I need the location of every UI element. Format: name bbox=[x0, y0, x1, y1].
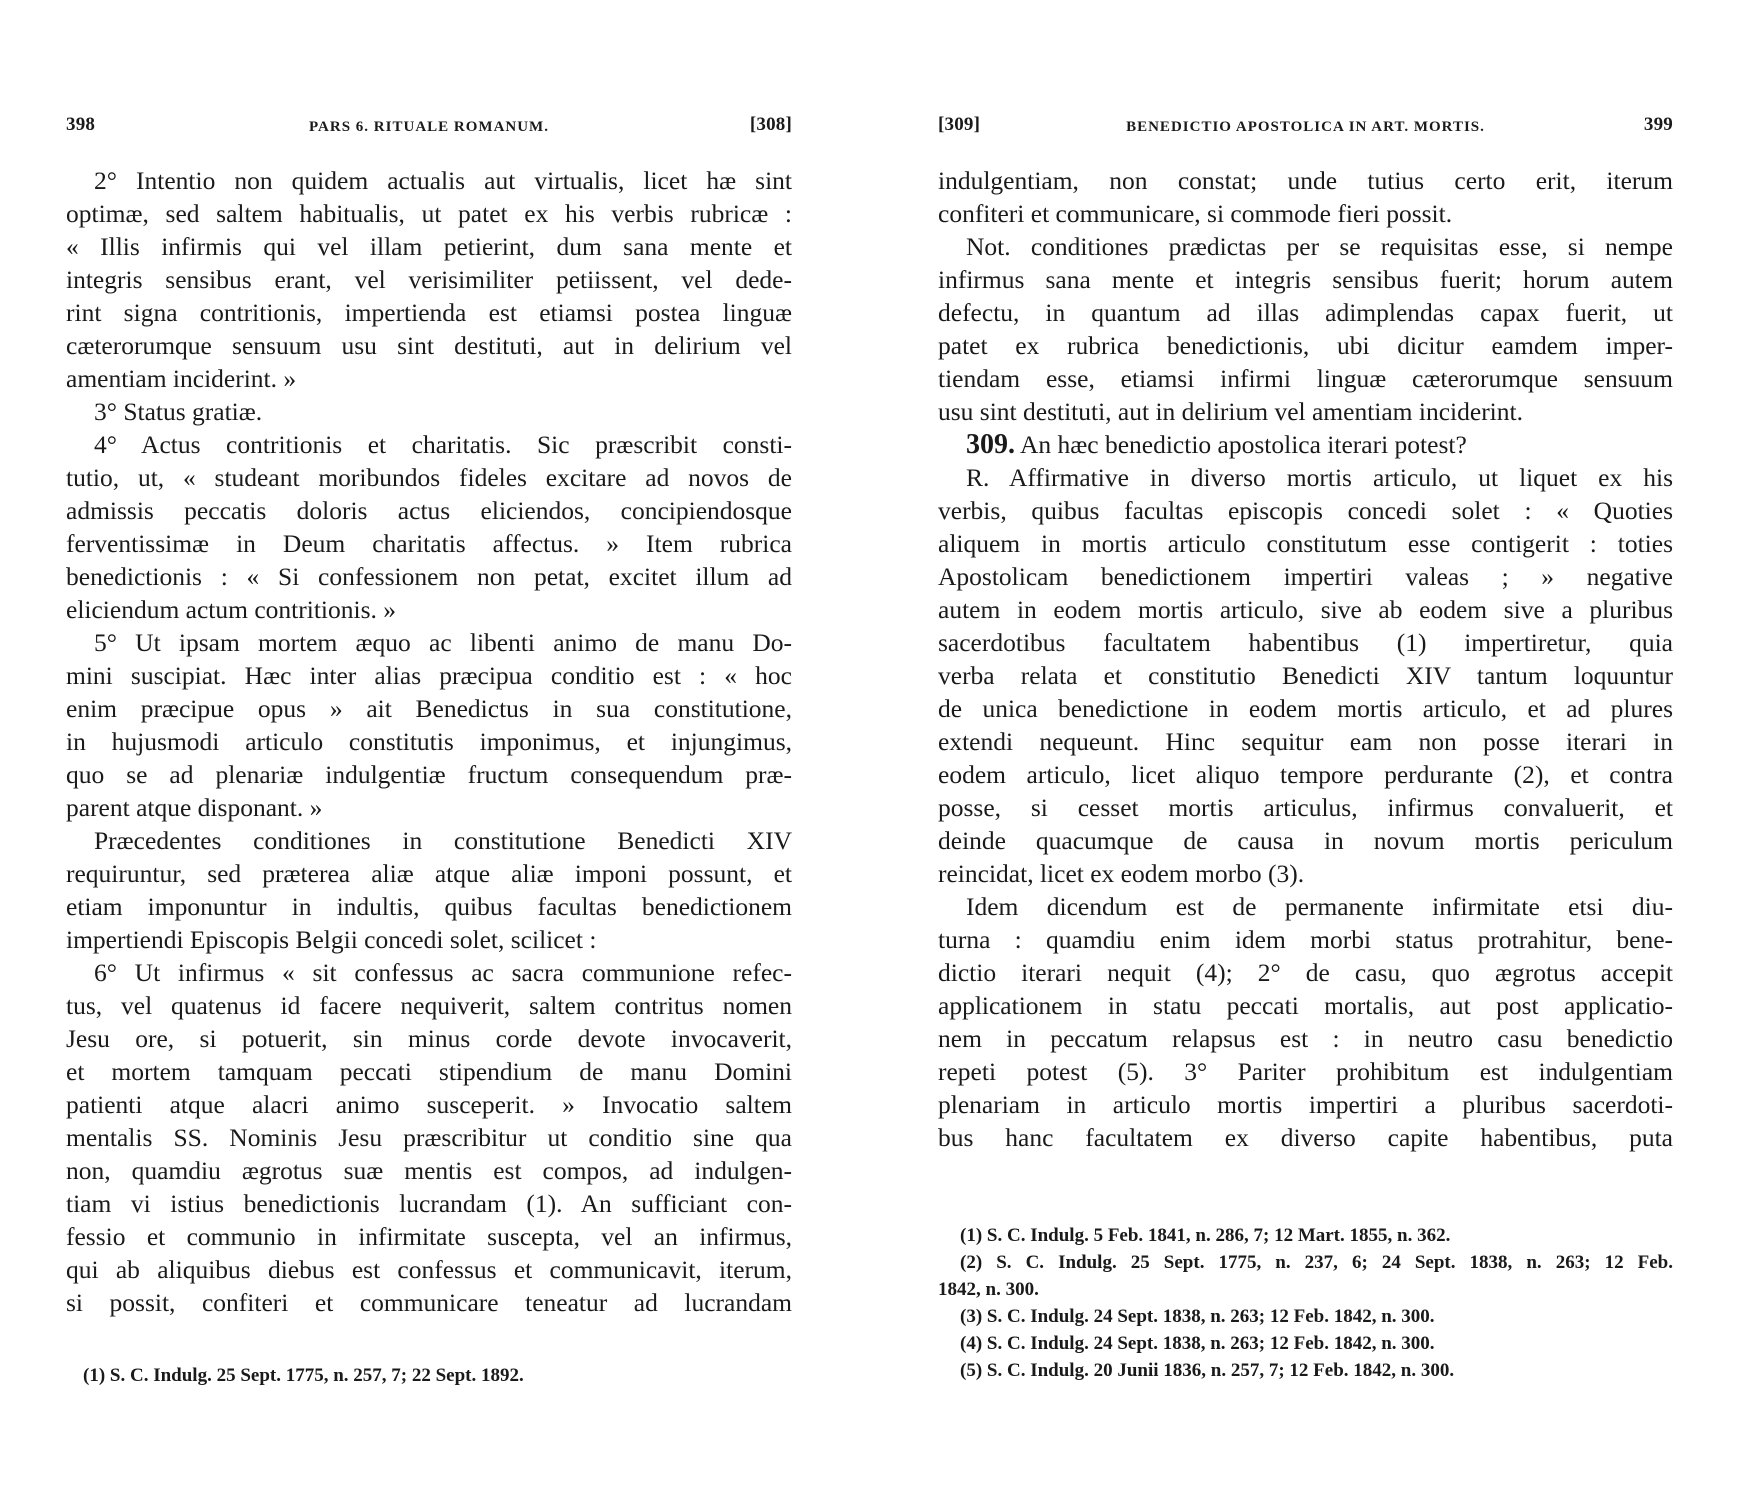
right-page-header bbox=[938, 114, 1673, 140]
text-line: indulgentiam, non constat; unde tutius certo erit, iterum bbox=[938, 166, 1673, 195]
text-line: benedictionis : « Si confessionem non petat, excitet illum ad bbox=[66, 562, 792, 591]
text-line: confiteri et communicare, si commode fieri possit. bbox=[938, 199, 1453, 228]
text-line: 6° Ut infirmus « sit confessus ac sacra communione refec- bbox=[94, 958, 792, 987]
text-line: R. Affirmative in diverso mortis articulo, ut liquet ex his bbox=[966, 463, 1673, 492]
text-line: Not. conditiones prædictas per se requisitas esse, si nempe bbox=[966, 232, 1673, 261]
page-number: 399 bbox=[1643, 114, 1673, 135]
text-line: in hujusmodi articulo constitutis imponimus, et injungimus, bbox=[66, 727, 792, 756]
text-line: impertiendi Episcopis Belgii concedi solet, scilicet : bbox=[66, 925, 597, 954]
right-page-body bbox=[938, 164, 1673, 1154]
text-line: de unica benedictione in eodem mortis articulo, et ad plures bbox=[938, 694, 1673, 723]
text-line: patienti atque alacri animo susceperit. » Invocatio saltem bbox=[66, 1090, 792, 1119]
footnote: (1) S. C. Indulg. 5 Feb. 1841, n. 286, 7; 12 Mart. 1855, n. 362. bbox=[960, 1225, 1451, 1246]
text-line: 2° Intentio non quidem actualis aut virtualis, licet hæ sint bbox=[94, 166, 792, 195]
text-line: extendi nequeunt. Hinc sequitur eam non posse iterari in bbox=[938, 727, 1673, 756]
text-line: ferventissimæ in Deum charitatis affectus. » Item rubrica bbox=[66, 529, 792, 558]
text-line: deinde quacumque de causa in novum mortis periculum bbox=[938, 826, 1673, 855]
text-line: dictio iterari nequit (4); 2° de casu, quo ægrotus accepit bbox=[938, 958, 1673, 987]
footnote: (5) S. C. Indulg. 20 Junii 1836, n. 257, 7; 12 Feb. 1842, n. 300. bbox=[960, 1360, 1455, 1381]
text-line: tutio, ut, « studeant moribundos fideles excitare ad novos de bbox=[66, 463, 792, 492]
text-line: admissis peccatis doloris actus eliciendos, concipiendosque bbox=[66, 496, 792, 525]
left-footnotes bbox=[66, 1362, 792, 1389]
text-line: posse, si cesset mortis articulus, infirmus convaluerit, et bbox=[938, 793, 1673, 822]
text-line: tiam vi istius benedictionis lucrandam (1). An sufficiant con- bbox=[66, 1189, 792, 1218]
text-line: repeti potest (5). 3° Pariter prohibitum est indulgentiam bbox=[938, 1057, 1673, 1086]
text-line: etiam imponuntur in indultis, quibus facultas benedictionem bbox=[66, 892, 792, 921]
text-line: rint signa contritionis, impertienda est etiamsi postea linguæ bbox=[66, 298, 792, 327]
running-title: BENEDICTIO APOSTOLICA IN ART. MORTIS. bbox=[1126, 119, 1485, 135]
text-line: eliciendum actum contritionis. » bbox=[66, 595, 397, 624]
text-line: et mortem tamquam peccati stipendium de manu Domini bbox=[66, 1057, 792, 1086]
text-line: nem in peccatum relapsus est : in neutro casu benedictio bbox=[938, 1024, 1673, 1053]
right-footnotes bbox=[938, 1222, 1673, 1384]
text-line: aliquem in mortis articulo constitutum esse contigerit : toties bbox=[938, 529, 1673, 558]
text-line: amentiam inciderint. » bbox=[66, 364, 297, 393]
text-line: requiruntur, sed præterea aliæ atque aliæ imponi possunt, et bbox=[66, 859, 792, 888]
text-line: quo se ad plenariæ indulgentiæ fructum consequendum præ- bbox=[66, 760, 792, 789]
text-line: eodem articulo, licet aliquo tempore perdurante (2), et contra bbox=[938, 760, 1673, 789]
section-number: [309] bbox=[938, 114, 981, 135]
text-line: cæterorumque sensuum usu sint destituti, aut in delirium vel bbox=[66, 331, 792, 360]
text-line: plenariam in articulo mortis impertiri a pluribus sacerdoti- bbox=[938, 1090, 1673, 1119]
text-line: optimæ, sed saltem habitualis, ut patet ex his verbis rubricæ : bbox=[66, 199, 792, 228]
text-line: patet ex rubrica benedictionis, ubi dicitur eamdem imper- bbox=[938, 331, 1673, 360]
page-number: 398 bbox=[66, 114, 96, 135]
text-line: 4° Actus contritionis et charitatis. Sic præscribit consti- bbox=[94, 430, 792, 459]
text-line: qui ab aliquibus diebus est confessus et communicavit, iterum, bbox=[66, 1255, 792, 1284]
text-line: tiendam esse, etiamsi infirmi linguæ cæterorumque sensuum bbox=[938, 364, 1673, 393]
text-line: Præcedentes conditiones in constitutione Benedicti XIV bbox=[94, 826, 792, 855]
text-line: 5° Ut ipsam mortem æquo ac libenti animo de manu Do- bbox=[94, 628, 792, 657]
text-line: fessio et communio in infirmitate suscepta, vel an infirmus, bbox=[66, 1222, 792, 1251]
text-line: sacerdotibus facultatem habentibus (1) impertiretur, quia bbox=[938, 628, 1673, 657]
text-line: bus hanc facultatem ex diverso capite habentibus, puta bbox=[938, 1123, 1673, 1152]
footnote: (1) S. C. Indulg. 25 Sept. 1775, n. 257, 7; 22 Sept. 1892. bbox=[83, 1365, 524, 1386]
section-heading: 309. An hæc benedictio apostolica iterari potest? bbox=[966, 429, 1467, 460]
text-line: mentalis SS. Nominis Jesu præscribitur ut conditio sine qua bbox=[66, 1123, 792, 1152]
text-line: mini suscipiat. Hæc inter alias præcipua conditio est : « hoc bbox=[66, 661, 792, 690]
text-line: enim præcipue opus » ait Benedictus in sua constitutione, bbox=[66, 694, 792, 723]
text-line: verbis, quibus facultas episcopis concedi solet : « Quoties bbox=[938, 496, 1673, 525]
running-title: PARS 6. RITUALE ROMANUM. bbox=[309, 119, 549, 135]
text-line: defectu, in quantum ad illas adimplendas capax fuerit, ut bbox=[938, 298, 1673, 327]
footnote: (2) S. C. Indulg. 25 Sept. 1775, n. 237, 6; 24 Sept. 1838, n. 263; 12 Feb. bbox=[960, 1252, 1673, 1273]
text-line: si possit, confiteri et communicare teneatur ad lucrandam bbox=[66, 1288, 792, 1317]
text-line: usu sint destituti, aut in delirium vel amentiam inciderint. bbox=[938, 397, 1523, 426]
footnote: (4) S. C. Indulg. 24 Sept. 1838, n. 263; 12 Feb. 1842, n. 300. bbox=[960, 1333, 1435, 1354]
text-line: « Illis infirmis qui vel illam petierint, dum sana mente et bbox=[66, 232, 792, 261]
text-line: integris sensibus erant, vel verisimiliter petiissent, vel dede- bbox=[66, 265, 792, 294]
footnote: 1842, n. 300. bbox=[938, 1279, 1039, 1300]
text-line: Jesu ore, si potuerit, sin minus corde devote invocaverit, bbox=[66, 1024, 792, 1053]
text-line: infirmus sana mente et integris sensibus fuerit; horum autem bbox=[938, 265, 1673, 294]
text-line: applicationem in statu peccati mortalis, aut post applicatio- bbox=[938, 991, 1673, 1020]
text-line: Apostolicam benedictionem impertiri valeas ; » negative bbox=[938, 562, 1673, 591]
text-line: turna : quamdiu enim idem morbi status protrahitur, bene- bbox=[938, 925, 1673, 954]
text-line: parent atque disponant. » bbox=[66, 793, 323, 822]
footnote: (3) S. C. Indulg. 24 Sept. 1838, n. 263; 12 Feb. 1842, n. 300. bbox=[960, 1306, 1435, 1327]
left-page-header bbox=[66, 114, 792, 140]
text-line: reincidat, licet ex eodem morbo (3). bbox=[938, 859, 1305, 888]
section-number: [308] bbox=[749, 114, 792, 135]
text-line: non, quamdiu ægrotus suæ mentis est compos, ad indulgen- bbox=[66, 1156, 792, 1185]
left-page-body bbox=[66, 164, 792, 1319]
text-line: verba relata et constitutio Benedicti XIV tantum loquuntur bbox=[938, 661, 1673, 690]
text-line: 3° Status gratiæ. bbox=[94, 397, 263, 426]
text-line: Idem dicendum est de permanente infirmitate etsi diu- bbox=[966, 892, 1673, 921]
text-line: tus, vel quatenus id facere nequiverit, saltem contritus nomen bbox=[66, 991, 792, 1020]
text-line: autem in eodem mortis articulo, sive ab eodem sive a pluribus bbox=[938, 595, 1673, 624]
